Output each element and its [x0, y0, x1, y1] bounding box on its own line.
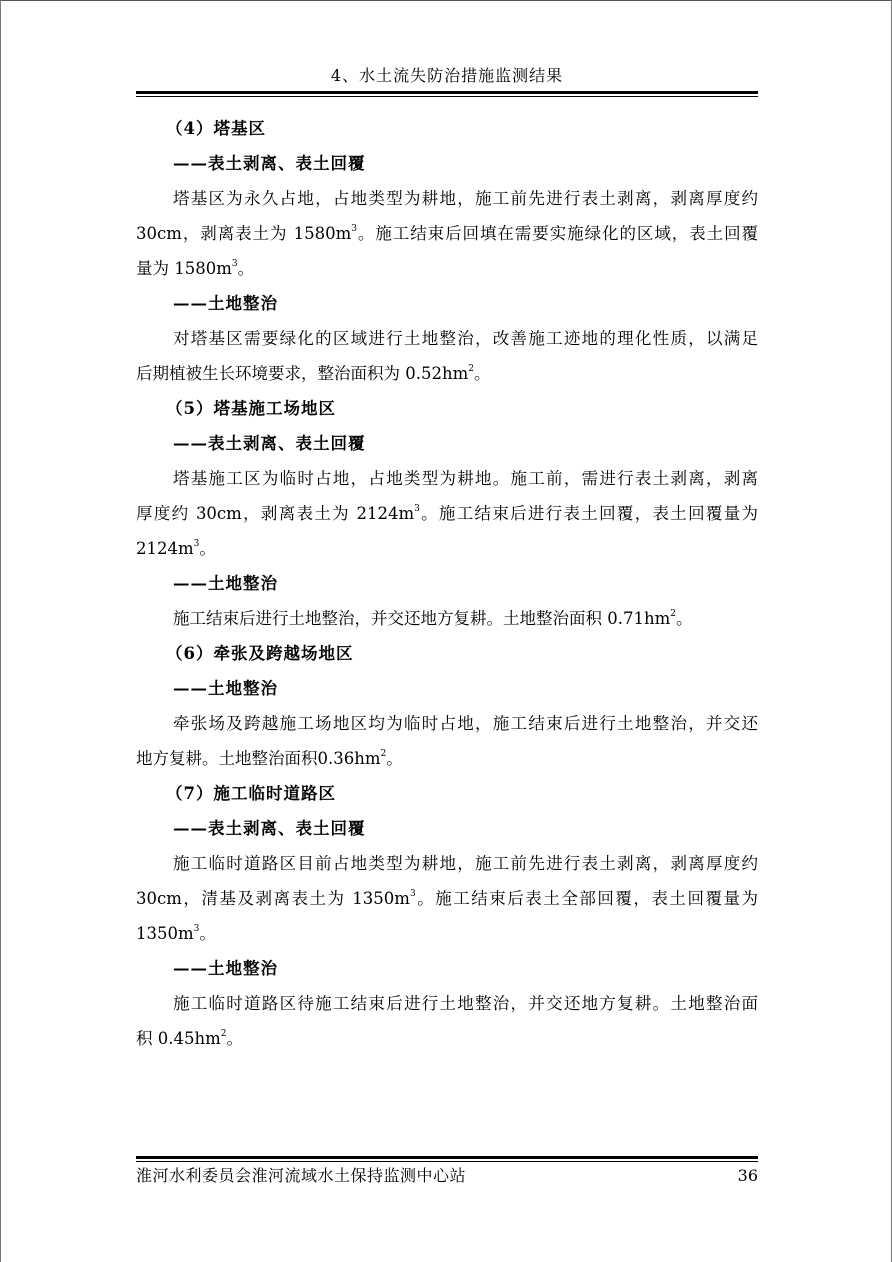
subheading-topsoil: ——表土剥离、表土回覆: [173, 819, 366, 838]
paragraph-line: 量为 $1580m^3$。: [136, 258, 255, 278]
subheading-land-consolidation: ——土地整治: [173, 959, 278, 978]
footer-organization: 淮河水利委员会淮河流域水土保持监测中心站: [136, 1166, 467, 1185]
paragraph-line: 后期植被生长环境要求，整治面积为 $0.52hm^2$。: [136, 363, 491, 383]
subheading-topsoil: ——表土剥离、表土回覆: [173, 154, 366, 173]
paragraph-line: 对塔基区需要绿化的区域进行土地整治，改善施工迹地的理化性质，以满足: [173, 329, 758, 348]
paragraph-line: $1350m^3$。: [136, 923, 216, 943]
subheading-land-consolidation: ——土地整治: [173, 574, 278, 593]
paragraph-line: 积 $0.45hm^2$。: [136, 1028, 243, 1048]
page-number: 36: [737, 1166, 758, 1185]
header-rule-thin: [136, 96, 758, 97]
paragraph-line: 牵张场及跨越施工场地区均为临时占地，施工结束后进行土地整治，并交还: [173, 714, 758, 733]
paragraph-line: 30cm，剥离表土为 $1580m^3$。施工结束后回填在需要实施绿化的区域，表土回覆: [136, 223, 759, 243]
footer-rule-thin: [136, 1161, 758, 1162]
page-frame-top: [0, 0, 892, 1]
paragraph-line: 施工临时道路区目前占地类型为耕地，施工前先进行表土剥离，剥离厚度约: [173, 854, 758, 873]
paragraph-line: 塔基施工区为临时占地，占地类型为耕地。施工前，需进行表土剥离，剥离: [173, 469, 758, 488]
header-rule-thick: [136, 91, 758, 94]
section-heading-4: （4）塔基区: [166, 119, 266, 138]
section-heading-6: （6）牵张及跨越场地区: [166, 644, 354, 663]
section-heading-7: （7）施工临时道路区: [166, 784, 336, 803]
section-heading-5: （5）塔基施工场地区: [166, 399, 336, 418]
subheading-land-consolidation: ——土地整治: [173, 679, 278, 698]
paragraph-line: 厚度约 30cm，剥离表土为 $2124m^3$。施工结束后进行表土回覆，表土回覆量为: [136, 503, 758, 523]
footer-rule-thick: [136, 1156, 758, 1159]
page-body: [136, 111, 758, 1056]
paragraph-line: 塔基区为永久占地，占地类型为耕地，施工前先进行表土剥离，剥离厚度约: [173, 189, 758, 208]
page-frame-left: [0, 0, 1, 1262]
subheading-land-consolidation: ——土地整治: [173, 294, 278, 313]
paragraph-line: $2124m^3$。: [136, 538, 216, 558]
subheading-topsoil: ——表土剥离、表土回覆: [173, 434, 366, 453]
paragraph-line: 施工结束后进行土地整治，并交还地方复耕。土地整治面积 $0.71hm^2$。: [173, 608, 693, 628]
page-header-title: 4、水土流失防治措施监测结果: [330, 66, 564, 85]
paragraph-line: 地方复耕。土地整治面积$0.36hm^2$。: [136, 748, 403, 768]
paragraph-line: 30cm，清基及剥离表土为 $1350m^3$。施工结束后表土全部回覆，表土回覆量为: [136, 888, 759, 908]
paragraph-line: 施工临时道路区待施工结束后进行土地整治，并交还地方复耕。土地整治面: [173, 994, 758, 1013]
